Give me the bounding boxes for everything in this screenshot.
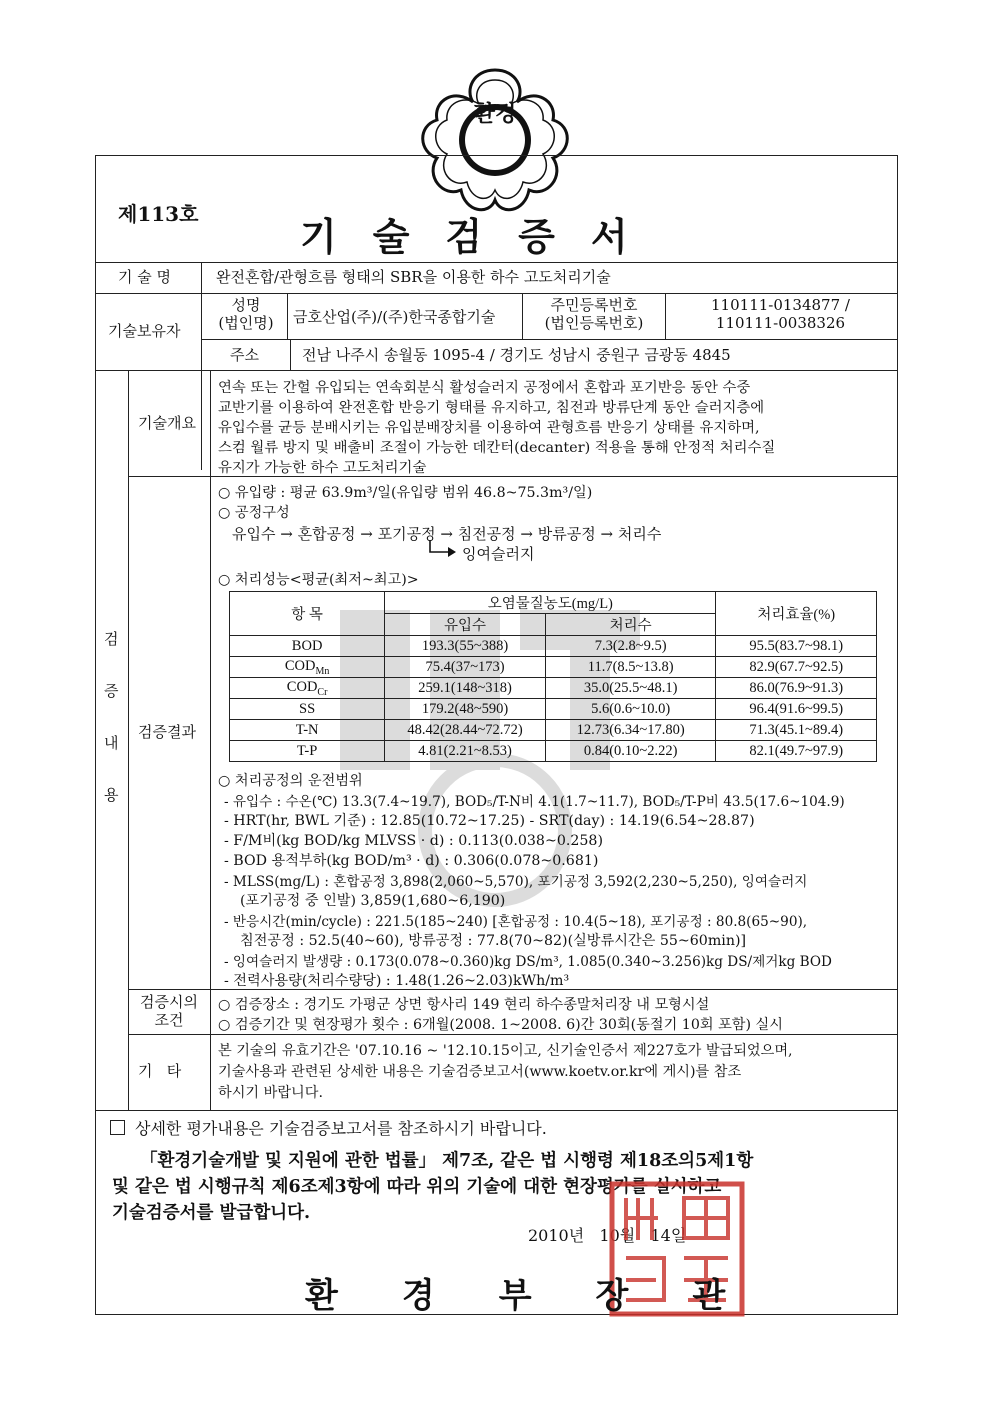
operating-line: - BOD 용적부하(kg BOD/m³ · d) : 0.306(0.078~0.681) [224, 853, 599, 869]
efficiency-cell: 96.4(91.6~99.5) [716, 699, 877, 720]
efficiency-cell: 71.3(45.1~89.4) [716, 720, 877, 741]
overview-line: 유지가 가능한 하수 고도처리기술 [218, 460, 427, 476]
overview-line: 교반기를 이용하여 완전혼합 반응기 형태를 유지하고, 침전과 방류단계 동안 슬러지층에 [218, 400, 765, 416]
branch-arrow-icon [428, 540, 458, 558]
certificate-number: 제113호 [118, 202, 199, 226]
holder-label: 기술보유자 [108, 322, 181, 340]
influent-header: 유입수 [385, 614, 546, 636]
verify-content-label: 검 증 내 용 [104, 630, 119, 804]
other-line: 하시기 바랍니다. [218, 1085, 323, 1101]
concentration-header: 오염물질농도(mg/L) [385, 592, 716, 614]
operating-line: - 유입수 : 수온(℃) 13.3(7.4~19.7), BOD₅/T-N비 4.1(1.7~11.7), BOD₅/T-P비 43.5(17.6~104.9) [224, 794, 845, 810]
overview-line: 유입수를 균등 분배시키는 유입분배장치를 이용하여 관형흐름 반응기 상태를 유지하며, [218, 420, 760, 436]
row-divider [95, 1110, 898, 1111]
process-label: ○ 공정구성 [218, 505, 290, 521]
row-divider [201, 339, 898, 340]
performance-table [229, 591, 877, 762]
effluent-cell: 12.73(6.34~17.80) [545, 720, 716, 741]
col-divider [210, 370, 211, 1110]
row-divider [95, 262, 898, 263]
table-row [230, 741, 877, 762]
influent-cell: 4.81(2.21~8.53) [385, 741, 546, 762]
col-divider [290, 339, 291, 370]
item-cell: T-P [230, 741, 385, 762]
efficiency-cell: 95.5(83.7~98.1) [716, 636, 877, 657]
other-line: 기술사용과 관련된 상세한 내용은 기술검증보고서(www.koetv.or.kr에 게시)를 참조 [218, 1064, 742, 1080]
condition-line: ○ 검증기간 및 현장평가 횟수 : 6개월(2008. 1~2008. 6)간 30회(동절기 10회 포함) 실시 [218, 1017, 783, 1033]
emblem-text: 환경 [473, 102, 517, 127]
item-cell: $COD_{Mn}$ [230, 657, 385, 678]
item-cell: T-N [230, 720, 385, 741]
issuer-title: 환경부장관 [305, 1276, 790, 1316]
influent-cell: 259.1(148~318) [385, 678, 546, 699]
item-header: 항 목 [230, 592, 385, 636]
row-divider [95, 293, 898, 294]
effluent-cell: 35.0(25.5~48.1) [545, 678, 716, 699]
influent-cell: 179.2(48~590) [385, 699, 546, 720]
row-divider [95, 370, 898, 371]
effluent-cell: 0.84(0.10~2.22) [545, 741, 716, 762]
legal-line: 「환경기술개발 및 지원에 관한 법률」 제7조, 같은 법 시행령 제18조의5제1항 [140, 1151, 754, 1171]
overview-line: 스컴 월류 방지 및 배출비 조절이 가능한 데칸터(decanter) 적용을 통해 안정적 처리수질 [218, 440, 776, 456]
item-cell: SS [230, 699, 385, 720]
efficiency-header: 처리효율(%) [716, 592, 877, 636]
operating-line: (포기공정 중 인발) 3,859(1,680~6,190) [240, 893, 506, 909]
operating-line: - HRT(hr, BWL 기준) : 12.85(10.72~17.25) - SRT(day) : 14.19(6.54~28.87) [224, 813, 755, 829]
col-divider [665, 293, 666, 339]
operating-line: - MLSS(mg/L) : 혼합공정 3,898(2,060~5,570), 포기공정 3,592(2,230~5,250), 잉여슬러지 [224, 874, 808, 890]
process-flow: 유입수 → 혼합공정 → 포기공정 → 침전공정 → 방류공정 → 처리수 [232, 525, 662, 543]
overview-label: 기술개요 [138, 414, 196, 432]
operating-line: - 반응시간(min/cycle) : 221.5(185~240) [혼합공정 : 10.4(5~18), 포기공정 : 80.8(65~90), [224, 914, 808, 930]
note: 상세한 평가내용은 기술검증보고서를 참조하시기 바랍니다. [110, 1116, 547, 1139]
effluent-cell: 11.7(8.5~13.8) [545, 657, 716, 678]
condition-label: 검증시의 조건 [140, 993, 198, 1029]
efficiency-cell: 82.1(49.7~97.9) [716, 741, 877, 762]
legal-line: 및 같은 법 시행규칙 제6조제3항에 따라 위의 기술에 대한 현장평가를 실시하고 [112, 1177, 722, 1197]
address: 전남 나주시 송월동 1095-4 / 경기도 성남시 중원구 금광동 4845 [302, 346, 731, 364]
process-branch: 잉여슬러지 [462, 545, 535, 563]
row-divider [128, 1034, 898, 1035]
operating-line: - 잉여슬러지 발생량 : 0.173(0.078~0.360)kg DS/m³, 1.085(0.340~3.256)kg DS/제거kg BOD [224, 954, 832, 970]
holder-name: 금호산업(주)/(주)한국종합기술 [293, 308, 496, 326]
effluent-header: 처리수 [545, 614, 716, 636]
col-divider [128, 370, 129, 1110]
table-row [230, 636, 877, 657]
name-label: 성명 (법인명) [218, 296, 274, 332]
operating-line: - F/M비(kg BOD/kg MLVSS · d) : 0.113(0.038~0.258) [224, 833, 603, 849]
condition-line: ○ 검증장소 : 경기도 가평군 상면 항사리 149 현리 하수종말처리장 내 모형시설 [218, 997, 710, 1013]
reg-no-label: 주민등록번호 (법인등록번호) [544, 296, 644, 332]
overview-line: 연속 또는 간헐 유입되는 연속회분식 활성슬러지 공정에서 혼합과 포기반응 동안 수중 [218, 380, 751, 396]
item-cell: BOD [230, 636, 385, 657]
table-row [230, 678, 877, 699]
col-divider [522, 293, 523, 339]
issue-date: 2010년 10월 14일 [528, 1226, 687, 1245]
table-row [230, 657, 877, 678]
effluent-cell: 5.6(0.6~10.0) [545, 699, 716, 720]
inflow-rate: ○ 유입량 : 평균 63.9m³/일(유입량 범위 46.8~75.3m³/일) [218, 485, 593, 501]
legal-line: 기술검증서를 발급합니다. [112, 1203, 311, 1223]
address-label: 주소 [230, 346, 259, 364]
effluent-cell: 7.3(2.8~9.5) [545, 636, 716, 657]
efficiency-cell: 82.9(67.7~92.5) [716, 657, 877, 678]
reg-no: 110111-0134877 / 110111-0038326 [711, 296, 850, 332]
result-label: 검증결과 [138, 723, 196, 741]
operating-line: 침전공정 : 52.5(40~60), 방류공정 : 77.8(70~82)(실방류시간은 55~60min)] [240, 933, 747, 949]
other-label: 기 타 [138, 1062, 182, 1080]
col-divider [287, 293, 288, 339]
influent-cell: 75.4(37~173) [385, 657, 546, 678]
efficiency-cell: 86.0(76.9~91.3) [716, 678, 877, 699]
operating-label: ○ 처리공정의 운전범위 [218, 773, 363, 789]
item-cell: $COD_{Cr}$ [230, 678, 385, 699]
table-row [230, 720, 877, 741]
influent-cell: 193.3(55~388) [385, 636, 546, 657]
performance-label: ○ 처리성능<평균(최저~최고)> [218, 572, 419, 588]
certificate-title: 기술검증서 [300, 214, 664, 259]
table-row [230, 699, 877, 720]
other-line: 본 기술의 유효기간은 '07.10.16 ~ '12.10.15이고, 신기술인증서 제227호가 발급되었으며, [218, 1043, 793, 1059]
operating-line: - 전력사용량(처리수량당) : 1.48(1.26~2.03)kWh/m³ [224, 973, 570, 989]
tech-name-label: 기 술 명 [118, 268, 172, 286]
tech-name: 완전혼합/관형흐름 형태의 SBR을 이용한 하수 고도처리기술 [216, 268, 611, 286]
col-divider [201, 262, 202, 470]
influent-cell: 48.42(28.44~72.72) [385, 720, 546, 741]
checkbox-icon [110, 1120, 125, 1135]
